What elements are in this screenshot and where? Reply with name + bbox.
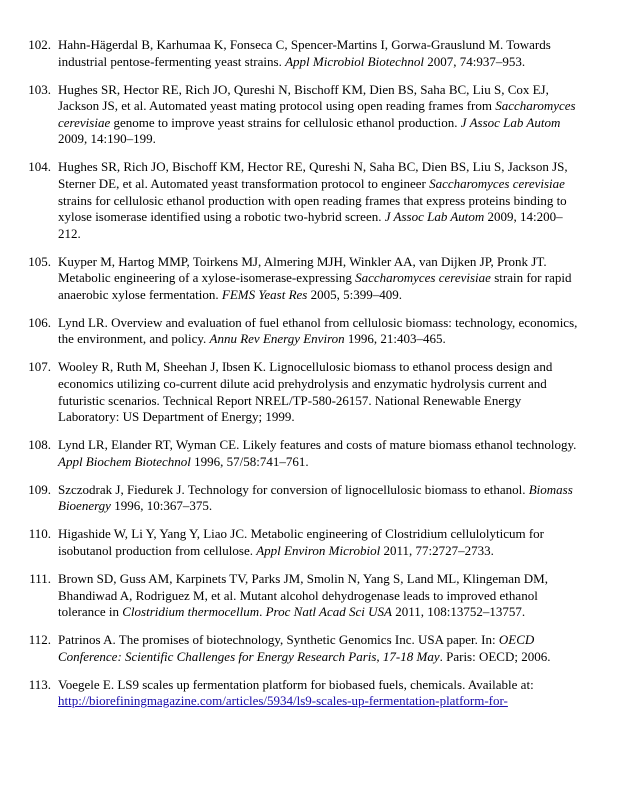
reference-item (0, 82, 617, 148)
reference-item (0, 571, 617, 621)
reference-text-segment: . (259, 604, 266, 620)
reference-number-text: 109. (28, 481, 51, 497)
reference-text-segment: Voegele E. LS9 scales up fermentation platform for biobased fuels, chemicals. Available at: (58, 676, 534, 692)
reference-text-segment: Lynd LR, Elander RT, Wyman CE. Likely features and costs of mature biomass ethanol technology. (58, 437, 577, 453)
reference-number (28, 676, 51, 694)
reference-text-segment: Higashide W, Li Y, Yang Y, Liao JC. Metabolic engineering of Clostridium cellulolyticum for isobutanol production from cellulose. (58, 526, 545, 558)
reference-item (0, 437, 617, 470)
reference-italic-text: Appl Environ Microbiol (256, 542, 381, 558)
reference-text-segment: 2005, 5:399–409. (307, 286, 402, 302)
reference-text-segment: 1996, 21:403–465. (344, 331, 446, 347)
reference-text-segment: genome to improve yeast strains for cellulosic ethanol production. (110, 114, 461, 130)
reference-number-text: 106. (28, 314, 51, 330)
reference-list (0, 37, 617, 721)
reference-number (28, 481, 51, 499)
reference-text-segment: Hughes SR, Hector RE, Rich JO, Qureshi N, Bischoff KM, Dien BS, Saha BC, Liu S, Cox EJ, Jackson JS, et al. Automated yeast mating protocol using open reading frames from (58, 81, 549, 114)
reference-item (0, 159, 617, 242)
reference-italic-text: J Assoc Lab Autom (384, 209, 485, 225)
reference-number (28, 632, 51, 649)
reference-number (28, 159, 51, 176)
reference-item (0, 315, 617, 348)
reference-text (58, 482, 581, 515)
reference-text (58, 254, 581, 304)
reference-text-segment: 2009, 14:200–212. (58, 209, 563, 241)
reference-text-segment: Hughes SR, Rich JO, Bischoff KM, Hector RE, Qureshi N, Saha BC, Dien BS, Liu S, Jackson JS, Sterner DE, et al. Automated yeast transformation protocol to engineer (58, 159, 568, 191)
reference-text-segment: Lynd LR. Overview and evaluation of fuel ethanol from cellulosic biomass: technology, economics, the environment, and policy. (58, 314, 578, 347)
reference-italic-text: Biomass Bioenergy (58, 481, 573, 514)
reference-text (58, 437, 581, 470)
reference-item (0, 482, 617, 515)
reference-text-segment: Wooley R, Ruth M, Sheehan J, Ibsen K. Lignocellulosic biomass to ethanol process design and economics utilizing co-current dilute acid prehydrolysis and enzymatic hydrolysis current and futuristic scenarios. Technical Report NREL/TP-580-26157. National Renewable Energy Laboratory: US Department of Energy; 1999. (58, 359, 553, 425)
reference-number (28, 359, 51, 376)
reference-text-segment: strain for rapid anaerobic xylose fermentation. (58, 270, 572, 302)
reference-number (28, 81, 51, 99)
reference-number-text: 113. (28, 676, 51, 692)
reference-italic-text: Appl Biochem Biotechnol (58, 453, 191, 469)
reference-number-text: 112. (28, 632, 51, 648)
reference-text-segment: Szczodrak J, Fiedurek J. Technology for conversion of lignocellulosic biomass to ethanol. (58, 481, 529, 497)
reference-number (28, 253, 51, 271)
reference-number (28, 437, 51, 454)
reference-italic-text: FEMS Yeast Res (221, 286, 308, 302)
reference-item (0, 526, 617, 559)
reference-item (0, 632, 617, 665)
reference-italic-text: OECD Conference: Scientific Challenges for Energy Research Paris, 17-18 May (58, 632, 535, 664)
reference-number (28, 526, 51, 543)
reference-text-segment: . Paris: OECD; 2006. (439, 648, 551, 664)
reference-text-segment: strains for cellulosic ethanol production with open reading frames that express proteins binding to xylose isomerase identified using a robotic two-hybrid screen. (58, 192, 567, 225)
reference-text-segment: 1996, 10:367–375. (110, 498, 213, 514)
reference-italic-text: Saccharomyces cerevisiae (429, 175, 565, 191)
reference-text (58, 526, 581, 559)
reference-italic-text: Saccharomyces cerevisiae (355, 270, 491, 286)
reference-item (0, 677, 617, 710)
reference-number (28, 314, 51, 332)
reference-number-text: 105. (28, 253, 51, 269)
reference-text (58, 315, 581, 348)
reference-text-segment: 2009, 14:190–199. (58, 131, 156, 147)
reference-italic-text: Appl Microbiol Biotechnol (285, 53, 424, 69)
reference-text-segment: Patrinos A. The promises of biotechnology, Synthetic Genomics Inc. USA paper. In: (58, 632, 499, 648)
reference-italic-text: Annu Rev Energy Environ (209, 331, 345, 347)
reference-number-text: 107. (28, 359, 51, 375)
reference-text-segment: 2007, 74:937–953. (423, 53, 526, 69)
reference-text (58, 359, 581, 425)
reference-number-text: 111. (29, 570, 51, 586)
reference-text (58, 159, 581, 242)
reference-text (58, 677, 581, 710)
reference-italic-text: J Assoc Lab Autom (460, 114, 561, 130)
reference-text (58, 82, 581, 148)
reference-text-segment: 2011, 77:2727–2733. (380, 542, 494, 558)
reference-number-text: 110. (28, 526, 51, 542)
reference-url-link[interactable]: http://biorefiningmagazine.com/articles/5934/ls9-scales-up-fermentation-platform-for- (58, 693, 508, 709)
reference-text (58, 571, 581, 621)
reference-number-text: 104. (28, 159, 51, 175)
reference-text-segment: Brown SD, Guss AM, Karpinets TV, Parks JM, Smolin N, Yang S, Land ML, Klingeman DM, Bhandiwad A, Rodriguez M, et al. Mutant alcohol dehydrogenase leads to improved ethanol tolerance in (58, 570, 548, 620)
reference-number-text: 103. (28, 81, 51, 97)
reference-item (0, 254, 617, 304)
reference-text (58, 37, 581, 70)
reference-text-segment: 1996, 57/58:741–761. (190, 453, 309, 469)
reference-number (28, 37, 51, 54)
reference-italic-text: Proc Natl Acad Sci USA (265, 604, 392, 620)
reference-item (0, 359, 617, 425)
reference-text-segment: Hahn-Hägerdal B, Karhumaa K, Fonseca C, Spencer-Martins I, Gorwa-Grauslund M. Towards industrial pentose-fermenting yeast strains. (58, 37, 551, 69)
reference-number-text: 108. (28, 437, 51, 453)
reference-number-text: 102. (28, 37, 51, 52)
reference-text (58, 632, 581, 665)
reference-text-segment: 2011, 108:13752–13757. (391, 604, 526, 620)
reference-item (0, 37, 617, 70)
reference-italic-text: Clostridium thermocellum (122, 604, 260, 620)
reference-text-segment: Kuyper M, Hartog MMP, Toirkens MJ, Almering MJH, Winkler AA, van Dijken JP, Pronk JT. Metabolic engineering of a xylose-isomerase-expressing (58, 253, 547, 286)
reference-italic-text: Saccharomyces cerevisiae (58, 98, 576, 130)
reference-number (29, 570, 51, 588)
